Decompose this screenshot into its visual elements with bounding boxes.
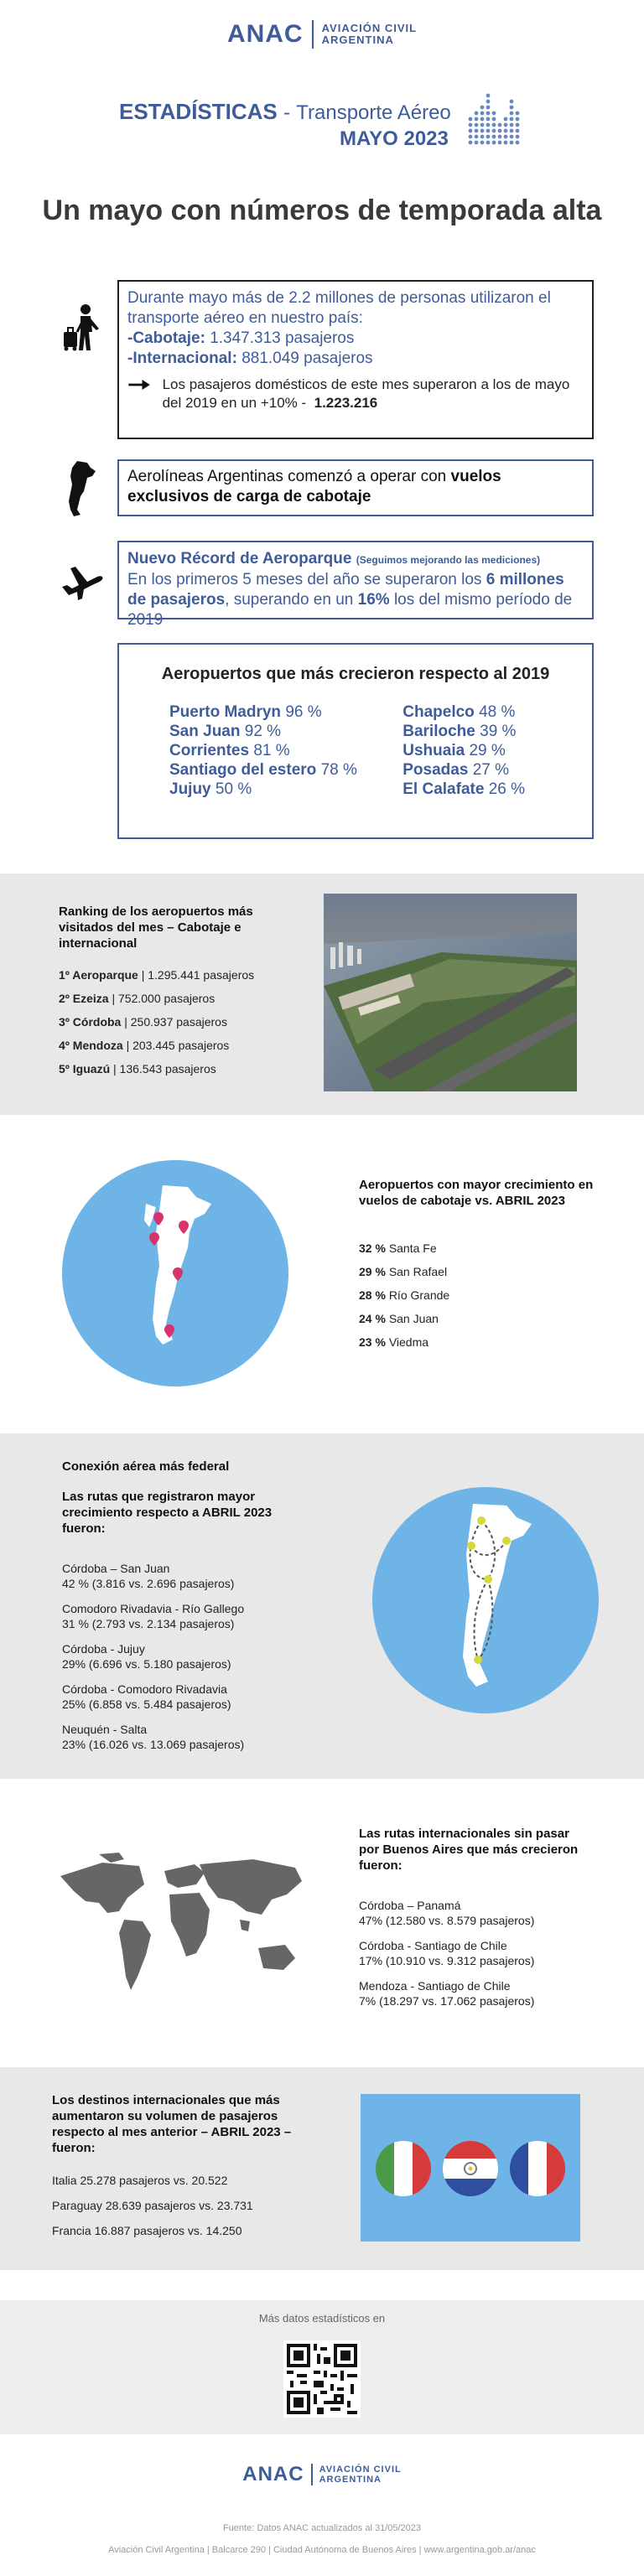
route-detail: 29% (6.696 vs. 5.180 pasajeros) [62,1657,231,1671]
cabotaje-growth-item [359,1335,594,1350]
stats-title [119,99,451,125]
route-item [62,1722,330,1752]
growth-airport: Río Grande [388,1288,450,1302]
growth-airport: Viedma [388,1335,429,1349]
world-map-icon [52,1851,309,1995]
ranking-item [59,1014,310,1029]
footer-anac-wordmark: ANAC [242,2463,304,2485]
international-routes-title: Las rutas internacionales sin pasar por Buenos Aires que más crecieron fueron: [359,1827,579,1873]
route-name: Córdoba – San Juan [62,1562,170,1575]
federal-routes-map [372,1487,599,1713]
logo-divider [312,20,314,49]
ranking-value: | 203.445 pasajeros [126,1039,230,1052]
dot-grid-icon [466,92,525,151]
footer-anac-subtitle-line2: ARGENTINA [319,2475,382,2485]
airport-growth-item [402,760,525,780]
record-text [127,570,584,630]
route-name: Córdoba - Comodoro Rivadavia [62,1682,227,1696]
federal-subtitle: Las rutas que registraron mayor crecimiento respecto a ABRIL 2023 fueron: [62,1490,273,1536]
ranking-title: Ranking de los aeropuertos más visitados del mes – Cabotaje e internacional [59,904,253,951]
passengers-summary-box [117,280,594,439]
airport-name: Bariloche [402,723,475,740]
route-item [62,1601,330,1631]
cabotaje-growth-item [359,1264,594,1279]
stats-title-sep: - [283,101,290,124]
cargo-flights-box [117,459,594,516]
destinations-list [52,2173,320,2248]
route-name: Mendoza - Santiago de Chile [359,1979,511,1993]
passengers-intro: Durante mayo más de 2.2 millones de personas utilizaron el transporte aéreo en nuestro país: [127,289,551,327]
cabotaje-growth-list [359,1241,594,1358]
route-item [62,1682,330,1712]
route-detail: 17% (10.910 vs. 9.312 pasajeros) [359,1954,535,1967]
record-bold-1: 6 millones de pasajeros [127,571,564,609]
cabotaje-line [127,329,584,349]
route-item [359,1938,602,1968]
more-stats-label: Más datos estadísticos en [258,2312,386,2325]
ranking-position: 2º Ezeiza [59,992,109,1005]
airport-name: Chapelco [402,703,475,721]
airport-pct: 39 % [480,723,517,740]
airport-name: San Juan [169,723,241,740]
record-text-3: los del mismo período de 2019 [127,591,573,629]
airport-pct: 96 % [285,703,322,721]
ranking-section [0,873,644,1115]
international-routes-list [359,1898,602,2019]
cabotaje-value: 1.347.313 pasajeros [210,329,355,347]
airport-pct: 92 % [244,723,282,740]
destination-item: Francia 16.887 pasajeros vs. 14.250 [52,2224,242,2237]
airport-name: Puerto Madryn [169,703,282,721]
footer-logo-divider [311,2464,313,2485]
growth-airport: San Rafael [388,1265,448,1278]
destinations-title: Los destinos internacionales que más aumentaron su volumen de pasajeros respecto al mes anterior – ABRIL 2023 – fueron: [52,2093,292,2155]
airport-name: Corrientes [169,742,250,759]
route-detail: 25% (6.858 vs. 5.484 pasajeros) [62,1697,231,1711]
source-note: Fuente: Datos ANAC actualizados al 31/05/2023 [222,2523,422,2533]
airport-growth-item [402,780,525,799]
airports-growth-left [169,702,357,799]
airports-growth-title: Aeropuertos que más crecieron respecto al 2019 [161,665,550,683]
airport-growth-item [169,760,357,780]
ranking-position: 3º Córdoba [59,1015,122,1029]
airport-growth-item [169,780,357,799]
airport-name: Jujuy [169,780,211,798]
anac-wordmark: ANAC [226,20,304,48]
arrow-right-icon [127,376,153,394]
flags-panel [361,2094,580,2242]
route-name: Córdoba - Jujuy [62,1642,145,1656]
growth-airport: Santa Fe [388,1241,437,1255]
ranking-position: 5º Iguazú [59,1062,111,1075]
growth-airport: San Juan [388,1312,439,1325]
cabotaje-label: -Cabotaje: [127,329,205,347]
airports-growth-box [117,643,594,839]
airport-pct: 81 % [253,742,290,759]
airport-growth-item [169,722,357,741]
internacional-value: 881.049 pasajeros [242,350,373,367]
page-headline: Un mayo con números de temporada alta [42,194,602,226]
ranking-item [59,991,310,1006]
stats-title-rest: Transporte Aéreo [296,101,451,124]
anac-subtitle [322,23,417,46]
aeroparque-aerial-photo [324,894,577,1091]
cabotaje-growth-item [359,1288,594,1303]
cabotaje-growth-item [359,1241,594,1256]
ranking-value: | 250.937 pasajeros [124,1015,227,1029]
airport-pct: 48 % [479,703,516,721]
record-text-2: , superando en un [225,591,354,609]
federal-routes-list [62,1561,330,1762]
federal-title: Conexión aérea más federal [62,1459,230,1474]
footer-anac-subtitle-line1: AVIACIÓN CIVIL [319,2465,402,2475]
growth-pct: 32 % [359,1241,386,1255]
record-title: Nuevo Récord de Aeroparque [127,550,352,568]
airport-name: Posadas [402,761,469,779]
footer-anac-subtitle [319,2465,402,2485]
cargo-text-bold: vuelos exclusivos de carga de cabotaje [127,468,501,505]
record-subtitle: (Seguimos mejorando las mediciones) [356,554,541,566]
airport-name: El Calafate [402,780,485,798]
federal-connection-section [0,1433,644,1779]
ranking-list [59,967,310,1085]
italy-flag-icon [374,2139,433,2198]
cabotaje-growth-item [359,1311,594,1326]
qr-code[interactable] [283,2340,361,2418]
ranking-value: | 752.000 pasajeros [112,992,216,1005]
domestic-note-row [127,376,584,412]
record-text-1: En los primeros 5 meses del año se superaron los [127,571,482,588]
airport-growth-item [402,741,525,760]
route-name: Comodoro Rivadavia - Río Gallego [62,1602,245,1615]
ranking-value: | 136.543 pasajeros [113,1062,216,1075]
argentina-map-circle [62,1160,288,1386]
growth-pct: 28 % [359,1288,386,1302]
route-item [62,1641,330,1672]
cargo-text [127,467,584,507]
internacional-label: -Internacional: [127,350,237,367]
record-aeroparque-box [117,541,594,629]
ranking-position: 4º Mendoza [59,1039,123,1052]
paraguay-flag-icon [441,2139,500,2198]
airport-growth-item [402,722,525,741]
airport-growth-item [169,741,357,760]
airport-pct: 50 % [215,780,252,798]
airport-pct: 27 % [472,761,509,779]
record-bold-2: 16% [357,591,390,609]
ranking-value: | 1.295.441 pasajeros [141,968,255,982]
anac-subtitle-line2: ARGENTINA [321,34,394,46]
route-name: Córdoba – Panamá [359,1899,461,1912]
airport-pct: 78 % [320,761,357,779]
route-name: Neuquén - Salta [62,1723,148,1736]
growth-pct: 23 % [359,1335,386,1349]
france-flag-icon [508,2139,567,2198]
route-item [359,1898,602,1928]
route-detail: 42 % (3.816 vs. 2.696 pasajeros) [62,1577,235,1590]
ranking-item [59,1038,310,1053]
internacional-line [127,349,584,369]
traveler-luggage-icon [60,303,104,352]
destination-item: Italia 25.278 pasajeros vs. 20.522 [52,2174,228,2187]
airport-growth-item [169,702,357,722]
cargo-text-main: Aerolíneas Argentinas comenzó a operar con [127,468,447,485]
route-detail: 47% (12.580 vs. 8.579 pasajeros) [359,1914,535,1927]
airport-growth-item [402,702,525,722]
airports-growth-columns [119,684,592,799]
ranking-item [59,1061,310,1076]
international-routes-section [0,1807,644,2034]
domestic-note [163,376,584,412]
cabotaje-growth-title: Aeropuertos con mayor crecimiento en vuelos de cabotaje vs. ABRIL 2023 [359,1178,594,1208]
airplane-icon [60,560,104,602]
destination-item: Paraguay 28.639 pasajeros vs. 23.731 [52,2199,253,2212]
route-detail: 23% (16.026 vs. 13.069 pasajeros) [62,1738,245,1751]
anac-logo [0,20,644,49]
record-title-line [127,549,584,570]
growth-pct: 29 % [359,1265,386,1278]
route-detail: 7% (18.297 vs. 17.062 pasajeros) [359,1994,535,2008]
airports-growth-right [402,702,525,799]
ranking-position: 1º Aeroparque [59,968,138,982]
domestic-note-value: 1.223.216 [314,395,378,411]
stats-month: MAYO 2023 [340,127,449,150]
route-item [62,1561,330,1591]
airport-pct: 26 % [488,780,525,798]
growth-pct: 24 % [359,1312,386,1325]
ranking-item [59,967,310,982]
airport-pct: 29 % [469,742,506,759]
route-item [359,1978,602,2008]
airport-name: Santiago del estero [169,761,317,779]
route-name: Córdoba - Santiago de Chile [359,1939,507,1952]
anac-subtitle-line1: AVIACIÓN CIVIL [321,22,418,34]
route-detail: 31 % (2.793 vs. 2.134 pasajeros) [62,1617,235,1630]
argentina-map-icon [62,459,99,518]
footer-anac-logo [0,2463,644,2486]
domestic-note-text: Los pasajeros domésticos de este mes superaron a los de mayo del 2019 en un +10% - [162,376,570,411]
airport-name: Ushuaia [402,742,465,759]
destinations-section [0,2067,644,2270]
address-note: Aviación Civil Argentina | Balcarce 290 | Ciudad Autónoma de Buenos Aires | www.argentina.gob.ar/anac [108,2545,536,2555]
cabotaje-growth-section [0,1150,644,1402]
stats-title-bold: ESTADÍSTICAS [119,99,278,124]
